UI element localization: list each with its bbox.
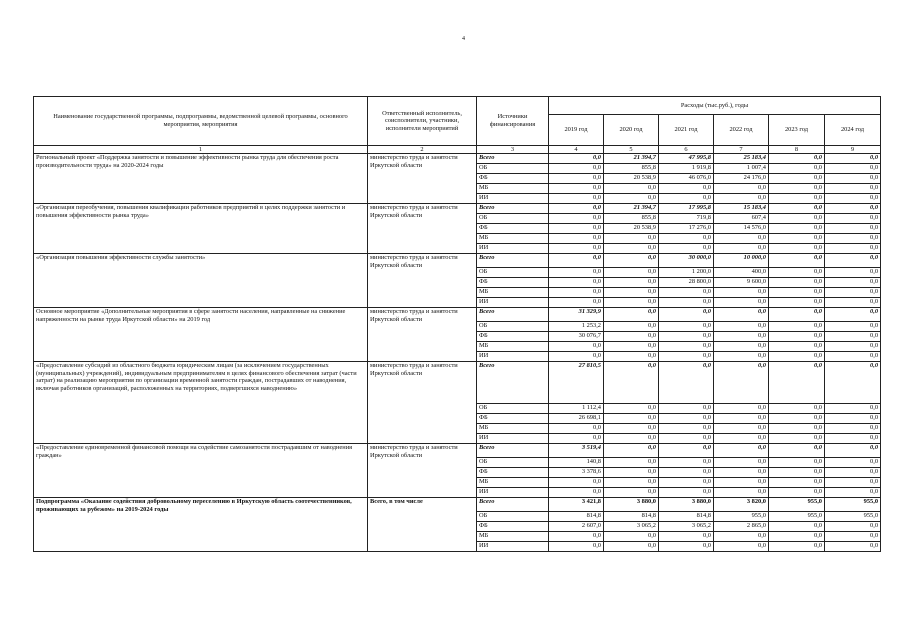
amount-cell: 0,0 — [825, 288, 881, 298]
amount-cell: 0,0 — [659, 288, 714, 298]
amount-cell: 400,0 — [714, 268, 769, 278]
amount-cell: 0,0 — [825, 522, 881, 532]
table-row — [34, 444, 881, 458]
amount-cell: 1 919,8 — [659, 164, 714, 174]
source-cell: ОБ — [477, 164, 549, 174]
amount-cell: 1 253,2 — [549, 322, 604, 332]
amount-cell: 0,0 — [549, 342, 604, 352]
amount-cell: 0,0 — [604, 332, 659, 342]
amount-cell: 0,0 — [769, 342, 825, 352]
amount-cell: 0,0 — [714, 332, 769, 342]
header-expenses: Расходы (тыс.руб.), годы — [549, 97, 881, 115]
amount-cell: 3 880,0 — [659, 498, 714, 512]
amount-cell: 21 394,7 — [604, 154, 659, 164]
amount-cell: 607,4 — [714, 214, 769, 224]
amount-cell: 2 865,0 — [714, 522, 769, 532]
amount-cell: 0,0 — [769, 254, 825, 268]
source-cell: Всего — [477, 362, 549, 404]
amount-cell: 0,0 — [825, 308, 881, 322]
amount-cell: 0,0 — [714, 404, 769, 414]
amount-cell: 3 519,4 — [549, 444, 604, 458]
amount-cell: 0,0 — [769, 362, 825, 404]
amount-cell: 0,0 — [769, 522, 825, 532]
amount-cell: 0,0 — [604, 352, 659, 362]
amount-cell: 0,0 — [825, 542, 881, 552]
measure-name: «Организация повышения эффективности службы занятости» — [34, 254, 368, 308]
source-cell: ИИ — [477, 244, 549, 254]
amount-cell: 0,0 — [769, 488, 825, 498]
amount-cell: 17 276,0 — [659, 224, 714, 234]
source-cell: ФБ — [477, 522, 549, 532]
header-name: Наименование государственной программы, подпрограммы, ведомственной целевой программы, основного мероприятия, мероприятия — [34, 97, 368, 146]
amount-cell: 0,0 — [659, 244, 714, 254]
amount-cell: 0,0 — [549, 288, 604, 298]
amount-cell: 0,0 — [769, 174, 825, 184]
amount-cell: 0,0 — [549, 478, 604, 488]
executor-cell: Всего, в том числе — [368, 498, 477, 552]
source-cell: МБ — [477, 234, 549, 244]
table-row — [34, 204, 881, 214]
amount-cell: 0,0 — [659, 488, 714, 498]
source-cell: МБ — [477, 532, 549, 542]
amount-cell: 0,0 — [604, 278, 659, 288]
amount-cell: 0,0 — [714, 468, 769, 478]
amount-cell: 1 200,0 — [659, 268, 714, 278]
amount-cell: 3 065,2 — [659, 522, 714, 532]
amount-cell: 0,0 — [549, 204, 604, 214]
amount-cell: 0,0 — [659, 184, 714, 194]
executor-cell: министерство труда и занятости Иркутской области — [368, 254, 477, 308]
amount-cell: 0,0 — [769, 434, 825, 444]
amount-cell: 955,0 — [825, 498, 881, 512]
amount-cell: 0,0 — [825, 424, 881, 434]
amount-cell: 0,0 — [769, 308, 825, 322]
amount-cell: 0,0 — [825, 244, 881, 254]
amount-cell: 0,0 — [549, 542, 604, 552]
amount-cell: 0,0 — [825, 298, 881, 308]
amount-cell: 0,0 — [659, 434, 714, 444]
amount-cell: 0,0 — [769, 414, 825, 424]
amount-cell: 0,0 — [769, 332, 825, 342]
column-number: 2 — [368, 146, 477, 154]
amount-cell: 0,0 — [604, 444, 659, 458]
amount-cell: 25 183,4 — [714, 154, 769, 164]
amount-cell: 0,0 — [825, 224, 881, 234]
amount-cell: 0,0 — [714, 434, 769, 444]
source-cell: ФБ — [477, 414, 549, 424]
amount-cell: 955,0 — [769, 512, 825, 522]
amount-cell: 955,0 — [714, 512, 769, 522]
amount-cell: 0,0 — [825, 268, 881, 278]
amount-cell: 0,0 — [549, 352, 604, 362]
amount-cell: 0,0 — [769, 468, 825, 478]
amount-cell: 0,0 — [769, 352, 825, 362]
amount-cell: 0,0 — [825, 174, 881, 184]
amount-cell: 9 600,0 — [714, 278, 769, 288]
source-cell: Всего — [477, 204, 549, 214]
amount-cell: 3 421,8 — [549, 498, 604, 512]
amount-cell: 0,0 — [825, 532, 881, 542]
amount-cell: 3 065,2 — [604, 522, 659, 532]
source-cell: ФБ — [477, 174, 549, 184]
amount-cell: 0,0 — [825, 204, 881, 214]
header-year: 2023 год — [769, 115, 825, 146]
amount-cell: 0,0 — [659, 308, 714, 322]
amount-cell: 3 378,6 — [549, 468, 604, 478]
amount-cell: 0,0 — [549, 164, 604, 174]
amount-cell: 0,0 — [825, 414, 881, 424]
amount-cell: 0,0 — [659, 362, 714, 404]
amount-cell: 0,0 — [825, 154, 881, 164]
amount-cell: 0,0 — [549, 488, 604, 498]
amount-cell: 0,0 — [604, 342, 659, 352]
amount-cell: 0,0 — [769, 244, 825, 254]
amount-cell: 0,0 — [714, 342, 769, 352]
amount-cell: 0,0 — [604, 532, 659, 542]
amount-cell: 0,0 — [769, 154, 825, 164]
amount-cell: 0,0 — [769, 458, 825, 468]
amount-cell: 0,0 — [659, 352, 714, 362]
amount-cell: 0,0 — [604, 458, 659, 468]
table-row — [34, 154, 881, 164]
amount-cell: 0,0 — [549, 194, 604, 204]
column-number: 7 — [714, 146, 769, 154]
amount-cell: 0,0 — [604, 542, 659, 552]
source-cell: Всего — [477, 498, 549, 512]
amount-cell: 47 995,8 — [659, 154, 714, 164]
amount-cell: 0,0 — [825, 254, 881, 268]
amount-cell: 0,0 — [825, 342, 881, 352]
amount-cell: 814,8 — [659, 512, 714, 522]
amount-cell: 0,0 — [769, 214, 825, 224]
amount-cell: 0,0 — [659, 194, 714, 204]
amount-cell: 0,0 — [659, 414, 714, 424]
amount-cell: 0,0 — [604, 288, 659, 298]
amount-cell: 0,0 — [714, 444, 769, 458]
amount-cell: 0,0 — [769, 444, 825, 458]
header-year: 2024 год — [825, 115, 881, 146]
amount-cell: 0,0 — [714, 414, 769, 424]
header-executor: Ответственный исполнитель, соисполнители, участники, исполнители мероприятий — [368, 97, 477, 146]
amount-cell: 20 538,9 — [604, 174, 659, 184]
amount-cell: 3 880,0 — [604, 498, 659, 512]
amount-cell: 0,0 — [659, 478, 714, 488]
measure-name: «Организация переобучения, повышения квалификации работников предприятий в целях поддержки занятости и повышения эффективности рынка труда» — [34, 204, 368, 254]
amount-cell: 0,0 — [604, 478, 659, 488]
source-cell: ФБ — [477, 278, 549, 288]
amount-cell: 0,0 — [549, 214, 604, 224]
amount-cell: 0,0 — [769, 204, 825, 214]
amount-cell: 0,0 — [825, 458, 881, 468]
source-cell: ОБ — [477, 268, 549, 278]
measure-name: Основное мероприятие «Дополнительные мероприятия в сфере занятости населения, направленные на снижение напряженности на рынке труда Иркутской области» на 2019 год — [34, 308, 368, 362]
amount-cell: 0,0 — [825, 444, 881, 458]
amount-cell: 0,0 — [769, 424, 825, 434]
table-row — [34, 308, 881, 322]
amount-cell: 855,8 — [604, 214, 659, 224]
amount-cell: 0,0 — [604, 268, 659, 278]
amount-cell: 0,0 — [825, 164, 881, 174]
amount-cell: 0,0 — [825, 468, 881, 478]
amount-cell: 0,0 — [549, 234, 604, 244]
amount-cell: 0,0 — [714, 244, 769, 254]
amount-cell: 0,0 — [714, 298, 769, 308]
source-cell: МБ — [477, 288, 549, 298]
amount-cell: 0,0 — [659, 322, 714, 332]
amount-cell: 0,0 — [714, 488, 769, 498]
amount-cell: 3 820,0 — [714, 498, 769, 512]
source-cell: ИИ — [477, 352, 549, 362]
executor-cell: министерство труда и занятости Иркутской области — [368, 204, 477, 254]
amount-cell: 0,0 — [604, 234, 659, 244]
executor-cell: министерство труда и занятости Иркутской области — [368, 362, 477, 444]
amount-cell: 0,0 — [549, 434, 604, 444]
header-source: Источники финансирования — [477, 97, 549, 146]
amount-cell: 31 329,9 — [549, 308, 604, 322]
table-row — [34, 254, 881, 268]
amount-cell: 0,0 — [659, 444, 714, 458]
source-cell: ОБ — [477, 512, 549, 522]
page-number: 4 — [462, 36, 465, 42]
amount-cell: 0,0 — [714, 288, 769, 298]
amount-cell: 0,0 — [714, 322, 769, 332]
amount-cell: 2 607,0 — [549, 522, 604, 532]
column-number: 8 — [769, 146, 825, 154]
amount-cell: 0,0 — [825, 322, 881, 332]
amount-cell: 28 800,0 — [659, 278, 714, 288]
amount-cell: 0,0 — [549, 532, 604, 542]
executor-cell: министерство труда и занятости Иркутской области — [368, 444, 477, 498]
header-year: 2019 год — [549, 115, 604, 146]
amount-cell: 0,0 — [769, 194, 825, 204]
amount-cell: 0,0 — [825, 478, 881, 488]
amount-cell: 0,0 — [714, 308, 769, 322]
amount-cell: 0,0 — [604, 362, 659, 404]
amount-cell: 0,0 — [825, 332, 881, 342]
source-cell: ОБ — [477, 214, 549, 224]
executor-cell: министерство труда и занятости Иркутской области — [368, 308, 477, 362]
amount-cell: 0,0 — [549, 244, 604, 254]
amount-cell: 0,0 — [604, 404, 659, 414]
amount-cell: 21 394,7 — [604, 204, 659, 214]
amount-cell: 0,0 — [659, 458, 714, 468]
amount-cell: 0,0 — [825, 404, 881, 414]
amount-cell: 0,0 — [714, 234, 769, 244]
amount-cell: 0,0 — [659, 234, 714, 244]
amount-cell: 0,0 — [604, 184, 659, 194]
amount-cell: 0,0 — [659, 542, 714, 552]
measure-name: «Предоставление единовременной финансовой помощи на содействие самозанятости пострадавшим от наводнения граждан» — [34, 444, 368, 498]
amount-cell: 0,0 — [769, 532, 825, 542]
amount-cell: 30 076,7 — [549, 332, 604, 342]
source-cell: Всего — [477, 154, 549, 164]
amount-cell: 0,0 — [549, 268, 604, 278]
amount-cell: 0,0 — [659, 298, 714, 308]
amount-cell: 14 576,0 — [714, 224, 769, 234]
amount-cell: 0,0 — [604, 468, 659, 478]
amount-cell: 17 995,8 — [659, 204, 714, 214]
amount-cell: 0,0 — [769, 478, 825, 488]
column-number: 6 — [659, 146, 714, 154]
source-cell: Всего — [477, 308, 549, 322]
source-cell: ИИ — [477, 434, 549, 444]
amount-cell: 0,0 — [825, 194, 881, 204]
amount-cell: 0,0 — [714, 478, 769, 488]
source-cell: ОБ — [477, 458, 549, 468]
source-cell: МБ — [477, 184, 549, 194]
amount-cell: 0,0 — [769, 288, 825, 298]
amount-cell: 0,0 — [825, 234, 881, 244]
amount-cell: 0,0 — [549, 184, 604, 194]
amount-cell: 0,0 — [604, 434, 659, 444]
measure-name: Региональный проект «Поддержка занятости и повышение эффективности рынка труда для обеспечения роста производительности труда» на 2020-2024 годы — [34, 154, 368, 204]
amount-cell: 0,0 — [825, 362, 881, 404]
amount-cell: 46 076,0 — [659, 174, 714, 184]
amount-cell: 0,0 — [659, 332, 714, 342]
amount-cell: 855,8 — [604, 164, 659, 174]
source-cell: ИИ — [477, 488, 549, 498]
amount-cell: 0,0 — [604, 254, 659, 268]
source-cell: ФБ — [477, 468, 549, 478]
amount-cell: 814,8 — [604, 512, 659, 522]
amount-cell: 0,0 — [549, 424, 604, 434]
amount-cell: 814,8 — [549, 512, 604, 522]
amount-cell: 0,0 — [825, 434, 881, 444]
source-cell: МБ — [477, 478, 549, 488]
header-year: 2022 год — [714, 115, 769, 146]
amount-cell: 0,0 — [549, 254, 604, 268]
amount-cell: 0,0 — [714, 362, 769, 404]
amount-cell: 0,0 — [659, 342, 714, 352]
amount-cell: 15 183,4 — [714, 204, 769, 214]
amount-cell: 24 176,0 — [714, 174, 769, 184]
source-cell: ИИ — [477, 542, 549, 552]
amount-cell: 0,0 — [659, 532, 714, 542]
amount-cell: 0,0 — [549, 298, 604, 308]
amount-cell: 0,0 — [769, 224, 825, 234]
amount-cell: 30 000,0 — [659, 254, 714, 268]
table-row — [34, 498, 881, 512]
source-cell: ОБ — [477, 322, 549, 332]
amount-cell: 0,0 — [604, 194, 659, 204]
amount-cell: 0,0 — [714, 352, 769, 362]
amount-cell: 0,0 — [549, 224, 604, 234]
source-cell: Всего — [477, 444, 549, 458]
amount-cell: 0,0 — [659, 424, 714, 434]
source-cell: ОБ — [477, 404, 549, 414]
amount-cell: 0,0 — [769, 268, 825, 278]
column-number: 1 — [34, 146, 368, 154]
amount-cell: 0,0 — [604, 298, 659, 308]
amount-cell: 1 007,4 — [714, 164, 769, 174]
source-cell: МБ — [477, 424, 549, 434]
source-cell: Всего — [477, 254, 549, 268]
column-number: 4 — [549, 146, 604, 154]
executor-cell: министерство труда и занятости Иркутской области — [368, 154, 477, 204]
amount-cell: 0,0 — [769, 234, 825, 244]
amount-cell: 0,0 — [604, 488, 659, 498]
amount-cell: 0,0 — [769, 542, 825, 552]
column-number: 3 — [477, 146, 549, 154]
amount-cell: 0,0 — [549, 174, 604, 184]
amount-cell: 0,0 — [769, 164, 825, 174]
amount-cell: 0,0 — [714, 532, 769, 542]
amount-cell: 0,0 — [769, 278, 825, 288]
amount-cell: 0,0 — [825, 184, 881, 194]
amount-cell: 955,0 — [825, 512, 881, 522]
amount-cell: 0,0 — [604, 244, 659, 254]
amount-cell: 0,0 — [549, 154, 604, 164]
amount-cell: 0,0 — [714, 194, 769, 204]
source-cell: ФБ — [477, 224, 549, 234]
source-cell: ИИ — [477, 194, 549, 204]
amount-cell: 0,0 — [659, 404, 714, 414]
column-number: 9 — [825, 146, 881, 154]
amount-cell: 26 698,1 — [549, 414, 604, 424]
amount-cell: 27 810,5 — [549, 362, 604, 404]
header-year: 2020 год — [604, 115, 659, 146]
amount-cell: 20 538,9 — [604, 224, 659, 234]
source-cell: МБ — [477, 342, 549, 352]
amount-cell: 0,0 — [769, 404, 825, 414]
amount-cell: 0,0 — [769, 298, 825, 308]
amount-cell: 0,0 — [769, 322, 825, 332]
amount-cell: 0,0 — [825, 278, 881, 288]
amount-cell: 0,0 — [825, 488, 881, 498]
budget-table — [33, 96, 881, 552]
amount-cell: 0,0 — [604, 424, 659, 434]
column-number: 5 — [604, 146, 659, 154]
amount-cell: 0,0 — [659, 468, 714, 478]
measure-name: «Предоставление субсидий из областного бюджета юридическим лицам (за исключением государственных (муниципальных) учреждений), индивидуальным предпринимателям в целях финансового обеспечения затрат (части затрат) на реализацию мероприятия по организации временной занятости граждан, пострадавших от наводнения, включая работников организаций, расположенных на территориях, подвергшихся наводнению» — [34, 362, 368, 444]
amount-cell: 140,8 — [549, 458, 604, 468]
source-cell: ФБ — [477, 332, 549, 342]
amount-cell: 719,8 — [659, 214, 714, 224]
amount-cell: 10 000,0 — [714, 254, 769, 268]
source-cell: ИИ — [477, 298, 549, 308]
measure-name: Подпрограмма «Оказание содействия добровольному переселению в Иркутскую область соотечественников, проживающих за рубежом» на 2019-2024 годы — [34, 498, 368, 552]
header-year: 2021 год — [659, 115, 714, 146]
amount-cell: 0,0 — [769, 184, 825, 194]
amount-cell: 0,0 — [549, 278, 604, 288]
amount-cell: 955,0 — [769, 498, 825, 512]
table-row — [34, 362, 881, 404]
amount-cell: 1 112,4 — [549, 404, 604, 414]
amount-cell: 0,0 — [604, 414, 659, 424]
amount-cell: 0,0 — [825, 352, 881, 362]
amount-cell: 0,0 — [604, 308, 659, 322]
amount-cell: 0,0 — [604, 322, 659, 332]
amount-cell: 0,0 — [714, 542, 769, 552]
amount-cell: 0,0 — [714, 458, 769, 468]
amount-cell: 0,0 — [714, 184, 769, 194]
amount-cell: 0,0 — [825, 214, 881, 224]
amount-cell: 0,0 — [714, 424, 769, 434]
